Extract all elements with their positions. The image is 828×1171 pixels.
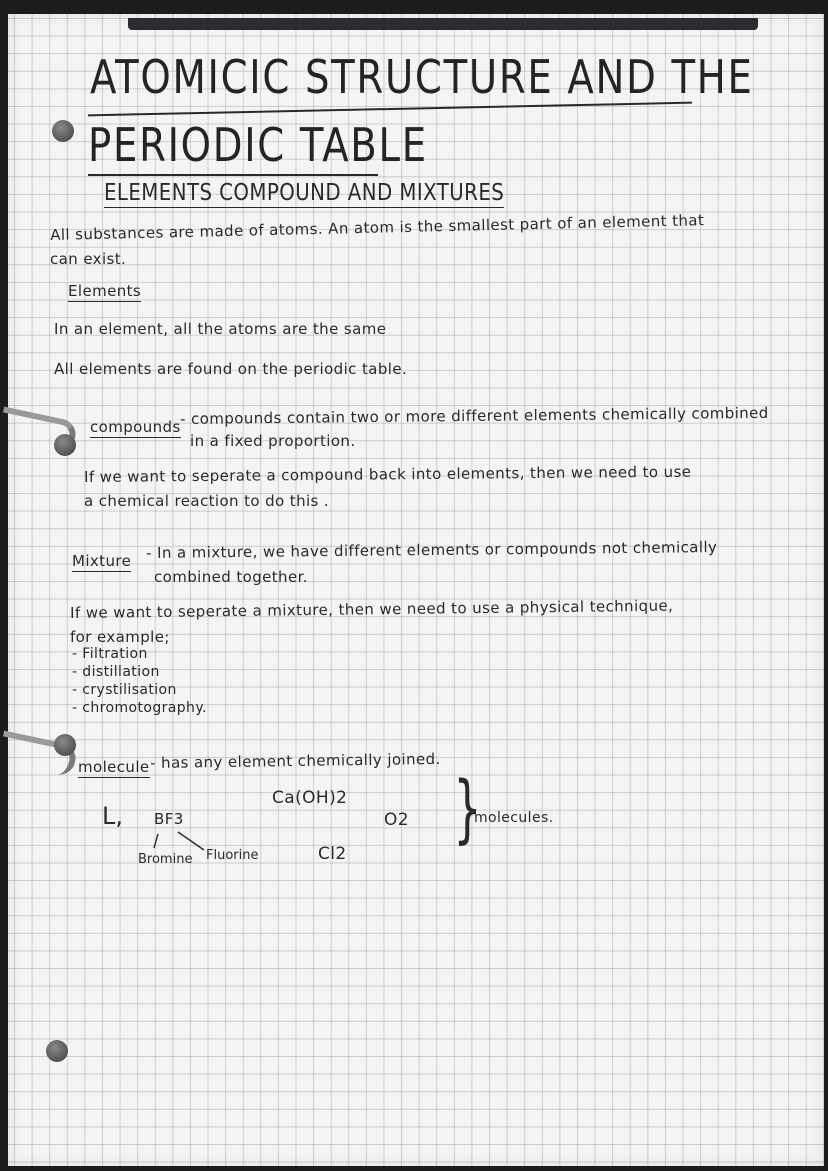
mixture-definition-2: combined together.: [154, 568, 308, 586]
compounds-note-1: If we want to seperate a compound back into elements, then we need to use: [84, 462, 692, 486]
annotation-strokes: [8, 14, 824, 1166]
formula-caoh2: Ca(OH)2: [272, 788, 348, 808]
bromine-pointer: [154, 834, 158, 848]
compounds-definition-1: - compounds contain two or more different elements chemically combined: [180, 403, 769, 428]
fluorine-pointer: [178, 832, 204, 850]
arrow-symbol: L,: [102, 802, 123, 830]
page-title-line-2: PERIODIC TABLE: [88, 118, 428, 172]
compounds-note-2: a chemical reaction to do this .: [84, 492, 330, 510]
formula-cl2: Cl2: [318, 844, 347, 864]
compounds-term: compounds: [90, 418, 181, 436]
molecules-group-label: molecules.: [474, 810, 554, 826]
technique-item: - crystilisation: [72, 682, 177, 698]
elements-line-1: In an element, all the atoms are the same: [54, 320, 387, 338]
elements-line-2: All elements are found on the periodic table.: [54, 360, 408, 378]
molecule-term: molecule: [78, 758, 150, 776]
mixture-definition-1: - In a mixture, we have different elements or compounds not chemically: [146, 538, 718, 562]
technique-item: - chromotography.: [72, 700, 207, 716]
bromine-label: Bromine: [138, 852, 193, 867]
notebook-page: [8, 14, 824, 1166]
molecule-definition: - has any element chemically joined.: [150, 749, 441, 772]
elements-heading: Elements: [68, 282, 142, 300]
technique-item: - Filtration: [72, 646, 148, 662]
compounds-definition-2: in a fixed proportion.: [190, 432, 356, 450]
technique-item: - distillation: [72, 664, 160, 680]
intro-line-1: All substances are made of atoms. An atom is the smallest part of an element that: [50, 211, 705, 244]
mixture-note-1: If we want to seperate a mixture, then we need to use a physical technique,: [70, 596, 674, 622]
fluorine-label: Fluorine: [206, 848, 259, 863]
section-subtitle: ELEMENTS COMPOUND AND MIXTURES: [104, 180, 505, 206]
molecules-brace: }: [453, 766, 482, 852]
formula-bf3: BF3: [154, 810, 184, 828]
mixture-note-2: for example;: [70, 628, 170, 646]
page-title-line-1: ATOMICIC STRUCTURE AND THE: [90, 50, 754, 104]
mixture-term: Mixture: [72, 552, 132, 570]
formula-o2: O2: [384, 810, 409, 830]
intro-line-2: can exist.: [50, 250, 127, 268]
